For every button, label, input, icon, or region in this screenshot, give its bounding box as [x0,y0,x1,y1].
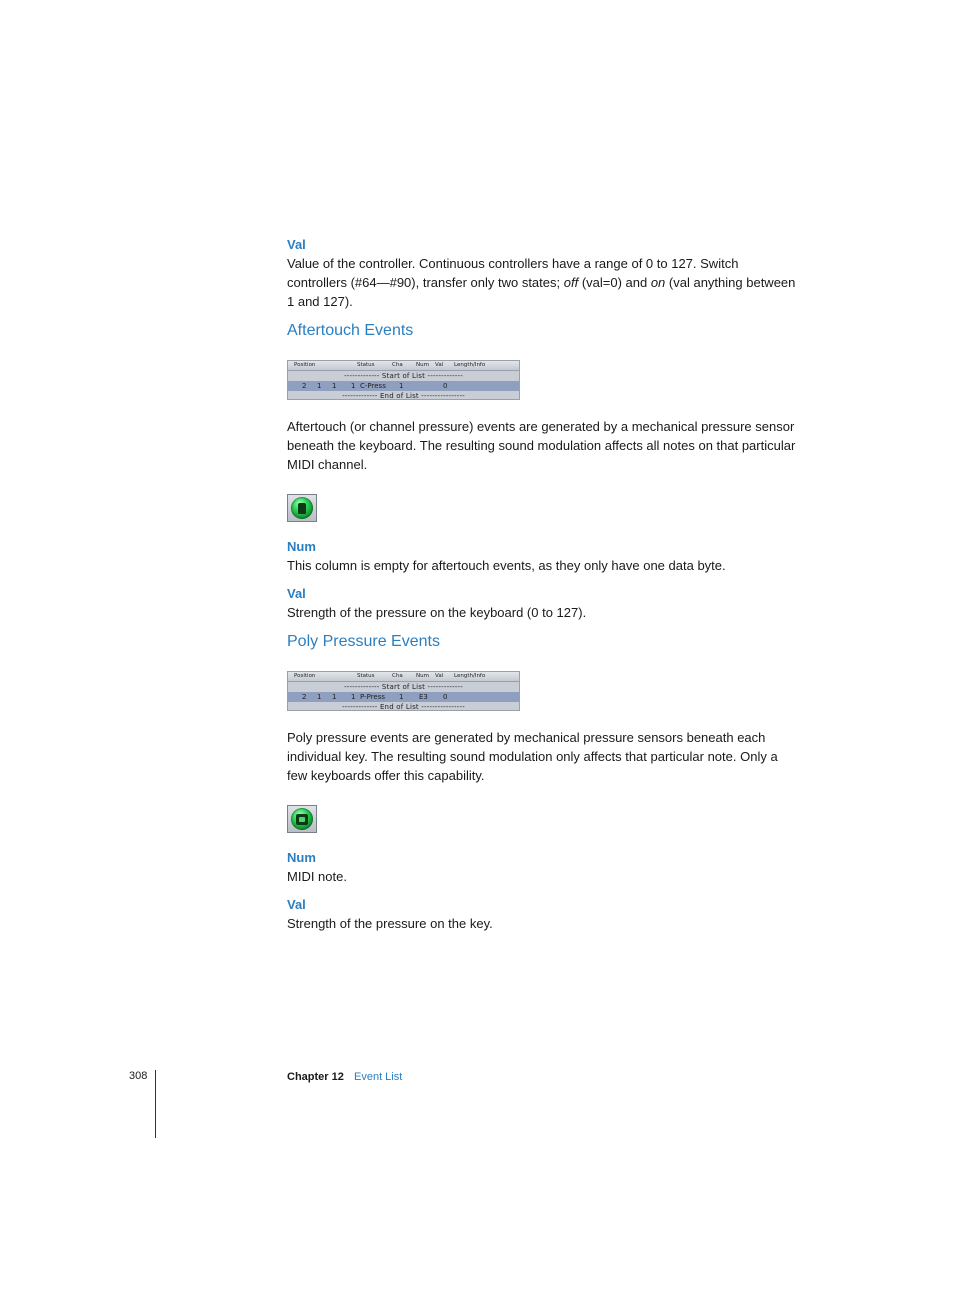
col-position: Position [294,362,316,368]
poly-description: Poly pressure events are generated by mechanical pressure sensors beneath each individual key. The resulting sound modulation only affects that particular note. Only a few keyboards offer this capability. [287,730,778,783]
aftertouch-val-text: Strength of the pressure on the keyboard (0 to 127). [287,605,587,620]
col-status: Status [357,673,375,679]
col-cha: Cha [392,362,403,368]
poly-num-text: MIDI note. [287,869,347,884]
list-start-row: ------------- Start of List ------------- [344,372,463,380]
poly-pressure-tool-icon[interactable] [287,805,317,833]
col-cha: Cha [392,673,403,679]
list-end-row: ------------- End of List ---------------- [342,703,465,711]
pos-tick: 1 [351,693,356,701]
pos-tick: 1 [351,382,356,390]
val-on: on [650,275,666,290]
col-status: Status [357,362,375,368]
event-cha: 1 [399,382,404,390]
pos-beat: 1 [317,382,322,390]
event-num: E3 [419,693,428,701]
poly-val-term: Val [287,897,306,912]
poly-pressure-glyph-icon [296,814,308,825]
event-status: C-Press [360,382,386,390]
aftertouch-description: Aftertouch (or channel pressure) events are generated by a mechanical pressure sensor beneath the keyboard. The resulting sound modulation affects all notes on that particular MIDI channel. [287,419,796,472]
aftertouch-glyph-icon [298,503,306,514]
pos-bar: 2 [302,693,307,701]
footer-chapter: Chapter 12 [287,1071,344,1083]
col-length-info: Length/Info [454,673,486,679]
aftertouch-val-term: Val [287,586,306,601]
poly-event-list [287,671,520,711]
col-num: Num [416,673,429,679]
col-length-info: Length/Info [454,362,486,368]
pos-div: 1 [332,382,337,390]
event-val: 0 [443,693,448,701]
event-list-header [288,361,519,371]
pos-div: 1 [332,693,337,701]
aftertouch-tool-icon[interactable] [287,494,317,522]
event-val: 0 [443,382,448,390]
val-text-3: (val anything between 1 and 127). [287,275,796,309]
col-position: Position [294,673,316,679]
list-start-row: ------------- Start of List ------------- [344,683,463,691]
event-list-header [288,672,519,682]
event-row[interactable] [288,692,519,702]
pos-beat: 1 [317,693,322,701]
footer-chapter-title-link[interactable]: Event List [354,1071,403,1083]
val-text-1: Value of the controller. Continuous controllers have a range of 0 to 127. Switch controllers (#64—#90), transfer only two states; [287,256,739,290]
poly-num-term: Num [287,850,316,865]
aftertouch-num-text: This column is empty for aftertouch events, as they only have one data byte. [287,558,726,573]
event-row[interactable] [288,381,519,391]
footer-divider [155,1070,156,1138]
list-end-row: ------------- End of List ---------------- [342,392,465,400]
poly-val-text: Strength of the pressure on the key. [287,916,493,931]
val-term: Val [287,237,306,252]
aftertouch-heading: Aftertouch Events [287,322,414,339]
col-val: Val [435,362,444,368]
event-cha: 1 [399,693,404,701]
event-status: P-Press [360,693,386,701]
page-number: 308 [129,1070,148,1082]
poly-heading: Poly Pressure Events [287,633,440,650]
aftertouch-event-list [287,360,520,400]
col-val: Val [435,673,444,679]
val-off: off [563,275,579,290]
page-content [287,236,797,933]
aftertouch-num-term: Num [287,539,316,554]
col-num: Num [416,362,429,368]
val-text-2: (val=0) and [578,275,651,290]
val-description [287,254,797,311]
pos-bar: 2 [302,382,307,390]
